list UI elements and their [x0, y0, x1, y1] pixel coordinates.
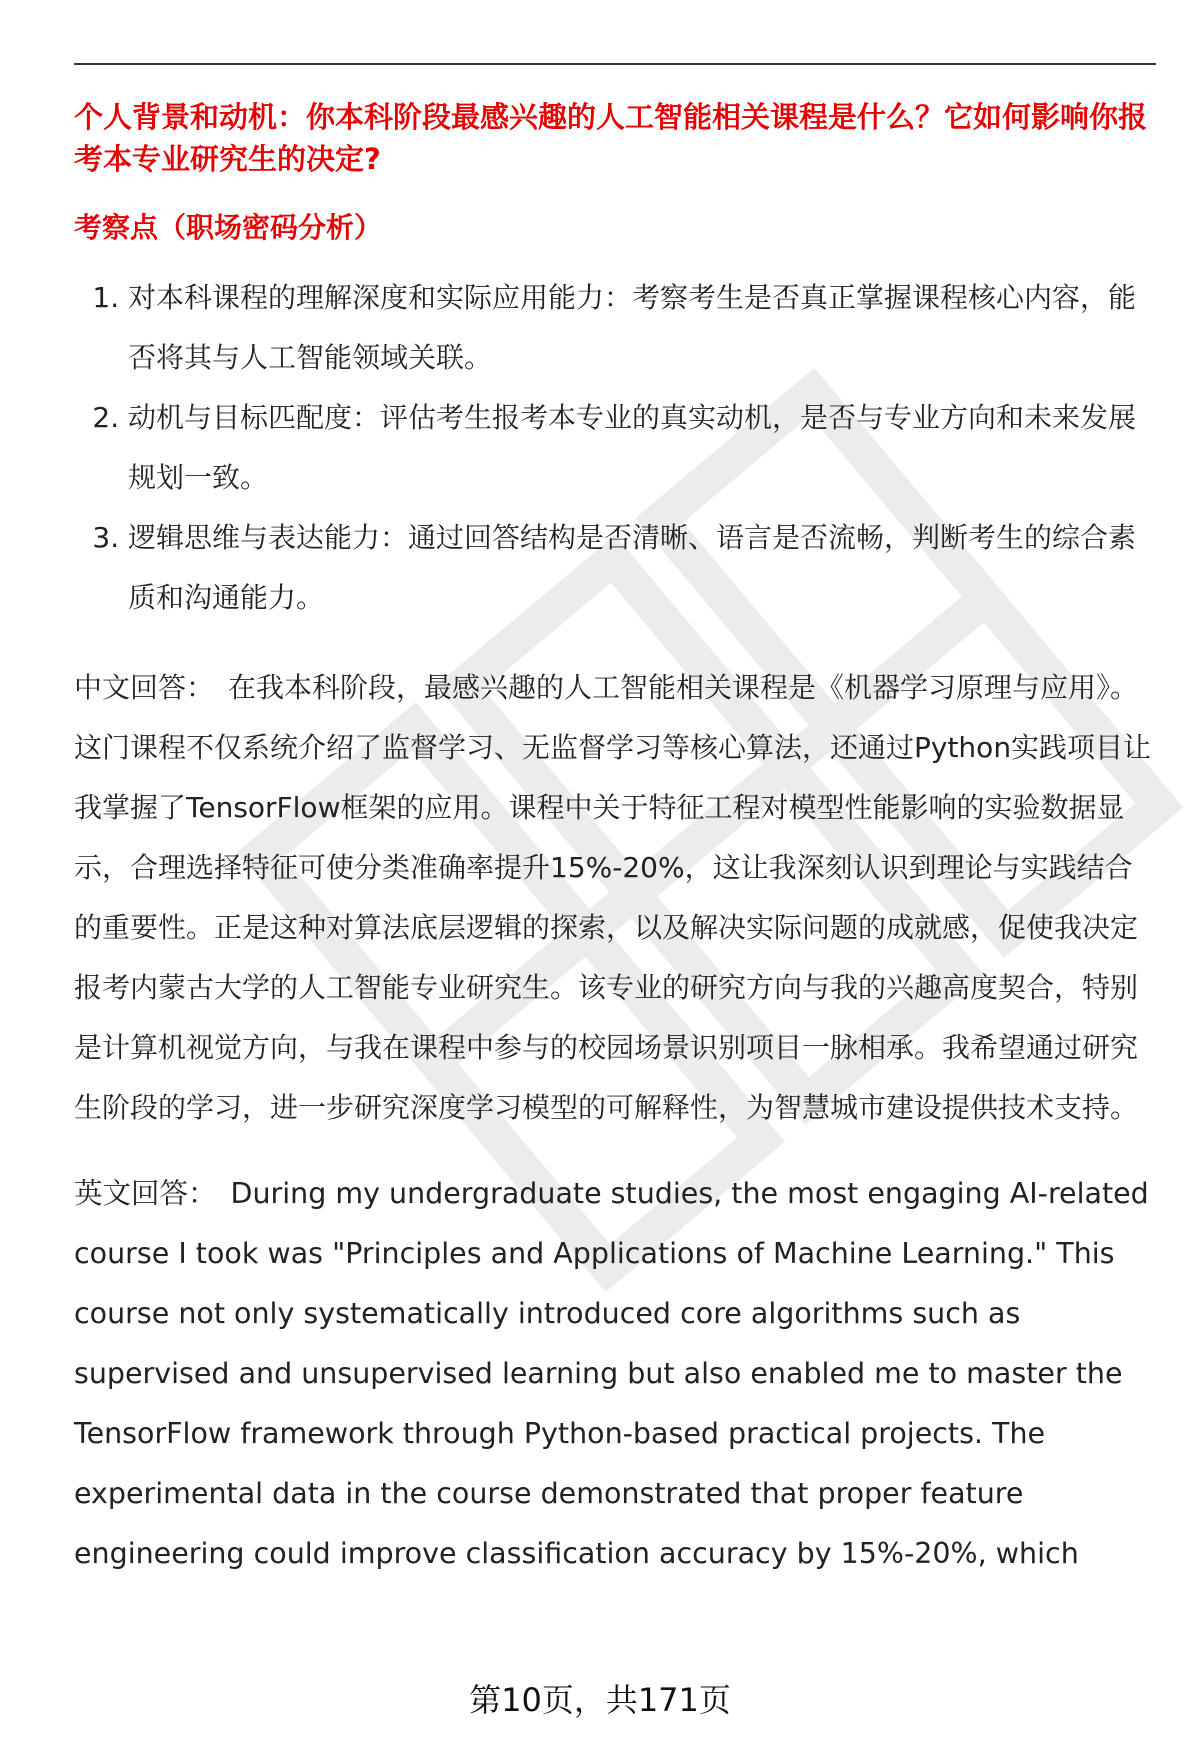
english-answer [74, 1164, 1156, 1584]
key-point-item: 1. 对本科课程的理解深度和实际应用能力：考察考生是否真正掌握课程核心内容，能否将其与人工智能领域关联。 [128, 268, 1156, 388]
english-answer-text: During my undergraduate studies, the most engaging AI-related course I took was "Principles and Applications of Machine Learning." This course not only systematically introduced core algorithms such as supervised and unsupervised learning but also enabled me to master the TensorFlow framework through Python-based practical projects. The experimental data in the course demonstrated that proper feature engineering could improve classification accuracy by 15%-20%, which [74, 1177, 1149, 1570]
header-rule [74, 63, 1156, 65]
chinese-answer [74, 658, 1156, 1138]
chinese-answer-text: 在我本科阶段，最感兴趣的人工智能相关课程是《机器学习原理与应用》。这门课程不仅系统介绍了监督学习、无监督学习等核心算法，还通过Python实践项目让我掌握了TensorFlow框架的应用。课程中关于特征工程对模型性能影响的实验数据显示，合理选择特征可使分类准确率提升15%-20%，这让我深刻认识到理论与实践结合的重要性。正是这种对算法底层逻辑的探索，以及解决实际问题的成就感，促使我决定报考内蒙古大学的人工智能专业研究生。该专业的研究方向与我的兴趣高度契合，特别是计算机视觉方向，与我在课程中参与的校园场景识别项目一脉相承。我希望通过研究生阶段的学习，进一步研究深度学习模型的可解释性，为智慧城市建设提供技术支持。 [74, 671, 1152, 1124]
document-body [74, 96, 1156, 1584]
question-heading: 个人背景和动机：你本科阶段最感兴趣的人工智能相关课程是什么？它如何影响你报考本专业研究生的决定? [74, 100, 1148, 176]
key-points-list [74, 268, 1156, 628]
english-answer-label: 英文回答： [74, 1177, 217, 1210]
key-point-item: 2. 动机与目标匹配度：评估考生报考本专业的真实动机，是否与专业方向和未来发展规划一致。 [128, 388, 1156, 508]
key-points-title: 考察点（职场密码分析） [74, 211, 383, 244]
key-point-item: 3. 逻辑思维与表达能力：通过回答结构是否清晰、语言是否流畅，判断考生的综合素质和沟通能力。 [128, 508, 1156, 628]
page-number: 第10页，共171页 [469, 1681, 731, 1719]
chinese-answer-label: 中文回答： [74, 671, 215, 704]
